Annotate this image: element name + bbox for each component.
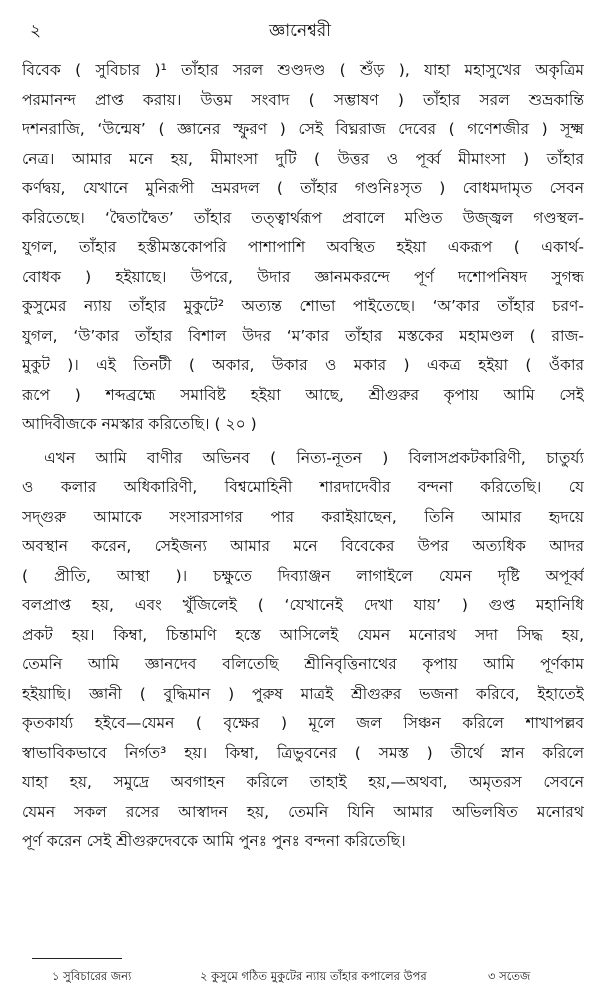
text-line: স্বাভাবিকভাবে নির্গত³ হয়। কিম্বা, ত্রিভুবনের ( সমস্ত ) তীর্থে স্নান করিলে <box>22 743 584 762</box>
text-line: নেত্র। আমার মনে হয়, মীমাংসা দুটি ( উত্তর ও পূর্ব্ব মীমাংসা ) তাঁহার <box>22 149 584 168</box>
footnote-3: ৩ সতেজ <box>488 969 531 983</box>
text-line: আদিবীজকে নমস্কার করিতেছি। ( ২০ ) <box>22 415 257 433</box>
footnote-1: ১ সুবিচারের জন্য <box>52 969 132 983</box>
text-line: হইয়াছি। জ্ঞানী ( বুদ্ধিমান ) পুরুষ মাত্রই শ্রীগুরুর ভজনা করিবে, ইহাতেই <box>22 684 584 703</box>
text-line: কুসুমের ন্যায় তাঁহার মুকুটে² অত্যন্ত শোভা পাইতেছে। ‘অ’কার তাঁহার চরণ- <box>22 297 584 315</box>
text-line: রূপে ) শব্দব্রহ্মে সমাবিষ্ট হইয়া আছে, শ্রীগুরুর কৃপায় আমি সেই <box>22 385 584 404</box>
text-line: পরমানন্দ প্রাপ্ত করায়। উত্তম সংবাদ ( সম্ভাষণ ) তাঁহার সরল শুভ্রকান্তি <box>22 90 584 109</box>
text-line: প্রকট হয়। কিম্বা, চিন্তামণি হস্তে আসিলেই যেমন মনোরথ সদা সিদ্ধ হয়, <box>22 625 584 644</box>
text-line: বোধক ) হইয়াছে। উপরে, উদার জ্ঞানমকরন্দে পূর্ণ দশোপনিষদ সুগন্ধ <box>22 267 584 286</box>
text-line: দশনরাজি, ‘উন্মেষ’ ( জ্ঞানের স্ফুরণ ) সেই বিঘ্নরাজ দেবের ( গণেশজীর ) সূক্ষ্ম <box>22 120 584 138</box>
text-line: কর্ণদ্বয়, যেখানে মুনিরূপী ভ্রমরদল ( তাঁহার গণ্ডনিঃসৃত ) বোধমদামৃত সেবন <box>22 179 584 197</box>
text-line: যেমন সকল রসের আস্বাদন হয়, তেমনি যিনি আমার অভিলষিত মনোরথ <box>22 802 584 821</box>
text-line: সদ্গুরু আমাকে সংসারসাগর পার করাইয়াছেন, তিনি আমার হৃদয়ে <box>22 507 584 526</box>
text-line: এখন আমি বাণীর অভিনব ( নিত্য-নূতন ) বিলাসপ্রকটকারিণী, চাতুর্য্য <box>44 448 584 467</box>
text-line: অবস্থান করেন, সেইজন্য আমার মনে বিবেকের উপর অত্যধিক আদর <box>22 537 584 555</box>
page-number: ২ <box>30 21 42 41</box>
text-line: যুগল, ‘উ’কার তাঁহার বিশাল উদর ‘ম’কার তাঁহার মস্তকের মহামণ্ডল ( রাজ- <box>22 326 584 345</box>
body-text <box>22 56 584 857</box>
text-line: মুকুট )। এই তিনটী ( অকার, উকার ও মকার ) একত্র হইয়া ( ওঁকার <box>22 356 584 374</box>
text-line: যুগল, তাঁহার হস্তীমস্তকোপরি পাশাপাশি অবস্থিত হইয়া একরূপ ( একার্থ- <box>22 238 584 256</box>
page-header <box>0 18 600 44</box>
text-line: তেমনি আমি জ্ঞানদেব বলিতেছি শ্রীনিবৃত্তিনাথের কৃপায় আমি পূর্ণকাম <box>22 655 584 673</box>
text-line: যাহা হয়, সমুদ্রে অবগাহন করিলে তাহাই হয়,—অথবা, অমৃতরস সেবনে <box>22 773 584 791</box>
text-line: কৃতকার্য্য হইবে—যেমন ( বৃক্ষের ) মূলে জল সিঞ্চন করিলে শাখাপল্লব <box>22 714 584 732</box>
footnotes <box>0 968 600 988</box>
text-line: ও কলার অধিকারিণী, বিশ্বমোহিনী শারদাদেবীর বন্দনা করিতেছি। যে <box>22 478 584 496</box>
running-title: জ্ঞানেশ্বরী <box>268 21 332 41</box>
paragraph <box>22 56 584 440</box>
text-line: পূর্ণ করেন সেই শ্রীগুরুদেবকে আমি পুনঃ পুনঃ বন্দনা করিতেছি। <box>22 832 406 850</box>
footnote-divider <box>32 958 122 959</box>
text-line: করিতেছে। ‘দ্বৈতাদ্বৈত’ তাঁহার তত্ত্বার্থরূপ প্রবালে মণ্ডিত উজ্জ্বল গণ্ডস্থল- <box>22 208 584 227</box>
paragraph <box>22 444 584 857</box>
text-line: বলপ্রাপ্ত হয়, এবং খুঁজিলেই ( ‘যেখানেই দেখা যায়’ ) গুপ্ত মহানিধি <box>22 596 584 614</box>
text-line: বিবেক ( সুবিচার )¹ তাঁহার সরল শুণ্ডদণ্ড ( শুঁড় ), যাহা মহাসুখের অকৃত্রিম <box>22 61 584 79</box>
text-line: ( প্রীতি, আস্থা )। চক্ষুতে দিব্যাঞ্জন লাগাইলে যেমন দৃষ্টি অপূর্ব্ব <box>22 566 584 585</box>
footnote-2: ২ কুসুমে গঠিত মুকুটের ন্যায় তাঁহার কপালের উপর <box>200 969 427 983</box>
